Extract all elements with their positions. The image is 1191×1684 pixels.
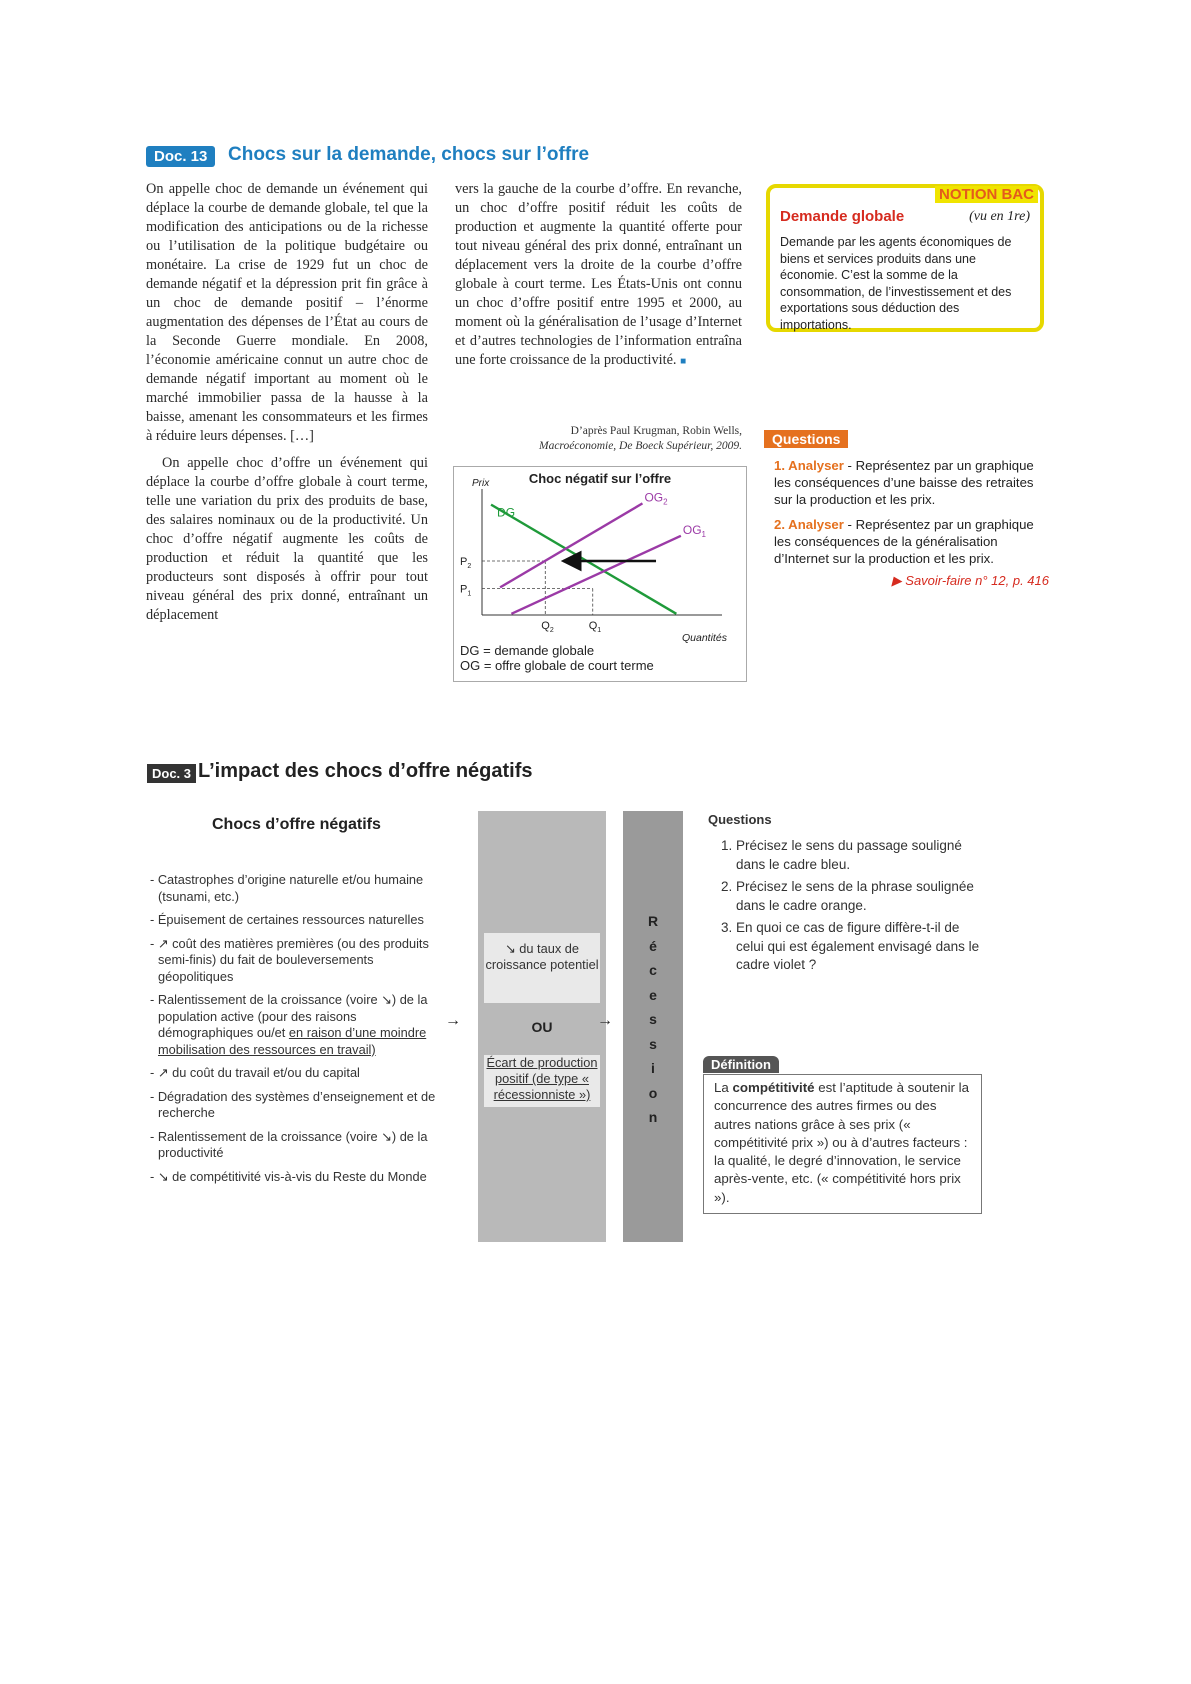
doc3-label: Doc. 3	[147, 764, 196, 783]
recession-letter: R	[647, 913, 659, 929]
doc3-section	[140, 760, 1040, 1280]
question-text: - Représentez par un graphique les conséquences de la généralisation d’Internet sur la production et les prix.	[774, 517, 1034, 566]
shocks-title: Chocs d’offre négatifs	[212, 816, 381, 833]
recession-word	[623, 909, 683, 1130]
source-citation	[455, 424, 742, 454]
potential-growth-box: ↘ du taux de croissance potentiel	[484, 933, 600, 1003]
definition-part: est l’aptitude à soutenir la concurrence des autres firmes ou des autres nations grâce à ses prix (« compétitivité prix ») ou à d’autres facteurs : la qualité, le degré d’innovation, le service après-vente, etc. (« compétitivité hors prix »).	[714, 1080, 970, 1205]
list-item	[150, 992, 440, 1058]
definition-text	[703, 1074, 982, 1214]
or-label: OU	[531, 1019, 553, 1035]
y-axis-label: Prix	[472, 478, 490, 489]
source-authors: D’après Paul Krugman, Robin Wells,	[570, 425, 742, 437]
question-tag: 1. Analyser	[774, 458, 844, 473]
series-label: DG	[497, 505, 516, 520]
paragraph: On appelle choc d’offre un événement qui déplace la courbe d’offre globale à court terme, telle une variation du prix des produits de base, des salaires nominaux ou de la productivité. Un choc d’offre négatif augmente les coûts de production et réduit la quantité que les producteurs sont disposés à offrir pour tout niveau général des prix donné, entraînant un déplacement	[146, 455, 428, 623]
recession-letter: e	[649, 986, 657, 1003]
list-item: - ↗ du coût du travail et/ou du capital	[150, 1065, 360, 1080]
questions-header: Questions	[764, 430, 848, 448]
paragraph-text: vers la gauche de la courbe d’offre. En revanche, un choc d’offre positif réduit les coûts de production et augmente la quantité offerte pour tout niveau général des prix donné, entraînant un déplacement vers la droite de la courbe d’offre globale à court terme. Les États-Unis ont connu un choc d’offre positif entre 1995 et 2000, au moment où la généralisation de l’usage d’Internet et d’autres technologies de l’information entraîna une forte croissance de la productivité.	[455, 181, 742, 368]
right-arrow-icon: →	[597, 1012, 613, 1029]
notion-term: Demande globale	[780, 208, 905, 225]
legend-og: OG = offre globale de court terme	[460, 658, 654, 673]
recession-column	[623, 811, 683, 1242]
notion-note: (vu en 1re)	[969, 209, 1030, 224]
list-item: - Catastrophes d’origine naturelle et/ou humaine (tsunami, etc.)	[150, 872, 424, 904]
definition-term: compétitivité	[732, 1080, 815, 1095]
doc3-title: L’impact des chocs d’offre négatifs	[198, 760, 533, 782]
y-tick-label: $P_2$	[460, 556, 472, 570]
question-item: 2. Précisez le sens de la phrase soulignée dans le cadre orange.	[736, 878, 980, 915]
source-book: Macroéconomie, De Boeck Supérieur, 2009.	[539, 440, 742, 452]
recession-letter: c	[649, 962, 657, 978]
definition-header: Définition	[703, 1056, 779, 1073]
output-gap-box: Écart de production positif (de type « récessionniste »)	[484, 1055, 600, 1107]
series-line-og2	[500, 503, 642, 587]
supply-shock-chart	[453, 466, 747, 682]
question-2	[774, 516, 1049, 567]
doc13-questions	[764, 430, 1049, 589]
underlined-text: en raison d’une moindre mobilisation des ressources en travail)	[158, 1025, 427, 1057]
list-item: - Épuisement de certaines ressources naturelles	[150, 912, 424, 927]
questions-list	[708, 837, 980, 975]
series-label: $OG_2$	[644, 490, 668, 507]
y-tick-label: $P_1$	[460, 583, 472, 598]
chart-title: Choc négatif sur l’offre	[528, 471, 672, 486]
x-tick-label: $Q_1$	[588, 620, 602, 634]
doc13-title: Chocs sur la demande, chocs sur l’offre	[228, 144, 590, 165]
list-item: - Ralentissement de la croissance (voire ↘) de la productivité	[150, 1128, 428, 1160]
notion-definition: Demande par les agents économiques de biens et services produits dans une économie. C’est la somme de la consommation, de l’investissement et des exportations sous déduction des importations.	[780, 235, 1012, 332]
list-item: - ↗ coût des matières premières (ou des produits semi-finis) du fait de bouleversements géopolitiques	[150, 935, 429, 984]
legend-dg: DG = demande globale	[460, 643, 595, 658]
doc13-label: Doc. 13	[146, 146, 215, 167]
x-tick-label: $Q_2$	[541, 620, 554, 634]
doc3-questions	[708, 812, 980, 979]
item-text: - Ralentissement de la croissance (voire ↘) de la population active (pour des raisons démographiques ou/et	[150, 992, 428, 1040]
shocks-list	[150, 872, 440, 1192]
recession-letter: é	[649, 937, 657, 954]
x-axis-label: Quantités	[682, 632, 727, 644]
recession-letter: s	[649, 1011, 657, 1027]
recession-letter: s	[649, 1035, 657, 1052]
list-item: - Dégradation des systèmes d’enseignement et de recherche	[150, 1088, 436, 1120]
consequence-column	[478, 811, 606, 1242]
question-tag: 2. Analyser	[774, 517, 844, 532]
question-item: 1. Précisez le sens du passage souligné dans le cadre bleu.	[736, 837, 980, 874]
definition-part: La	[714, 1080, 733, 1095]
savoir-faire-link[interactable]: ▶ Savoir-faire n° 12, p. 416	[891, 573, 1049, 588]
question-item: 3. En quoi ce cas de figure diffère-t-il de celui qui est également envisagé dans le cadre violet ?	[736, 919, 980, 975]
right-arrow-icon: →	[445, 1012, 461, 1029]
series-line-dg	[491, 505, 676, 614]
doc13-section	[140, 140, 1049, 680]
question-1	[774, 457, 1049, 508]
chart-legend	[460, 643, 654, 673]
notion-header	[780, 208, 1030, 226]
questions-header: Questions	[708, 812, 772, 827]
series-label: $OG_1$	[682, 522, 707, 539]
recession-letter: i	[651, 1060, 655, 1076]
notion-badge: NOTION BAC	[935, 186, 1038, 203]
question-text: - Représentez par un graphique les conséquences d’une baisse des retraites sur la production et les prix.	[774, 458, 1034, 507]
recession-letter: n	[648, 1109, 658, 1125]
doc13-column-2	[455, 180, 742, 371]
paragraph	[455, 180, 742, 371]
end-mark: ■	[680, 356, 687, 367]
recession-letter: o	[648, 1084, 658, 1101]
definition-box	[703, 1056, 982, 1214]
notion-bac-box	[766, 184, 1044, 332]
doc13-column-1	[146, 180, 428, 633]
paragraph: On appelle choc de demande un événement qui déplace la courbe de demande globale, tel que la modification des anticipations ou de la richesse ou l’utilisation de la politique budgétaire ou monétaire. La crise de 1929 fut un choc de demande négatif et la dépression prit fin grâce à un choc de demande positif – l’énorme augmentation des dépenses de l’État au cours de la Seconde Guerre mondiale. En 2008, l’économie américaine connut un autre choc de demande négatif important au moment où le marché immobilier passa de la hausse à la baisse, amenant les consommateurs et les firmes à réduire leurs dépenses. […]	[146, 181, 428, 444]
list-item: - ↘ de compétitivité vis-à-vis du Reste du Monde	[150, 1168, 427, 1184]
